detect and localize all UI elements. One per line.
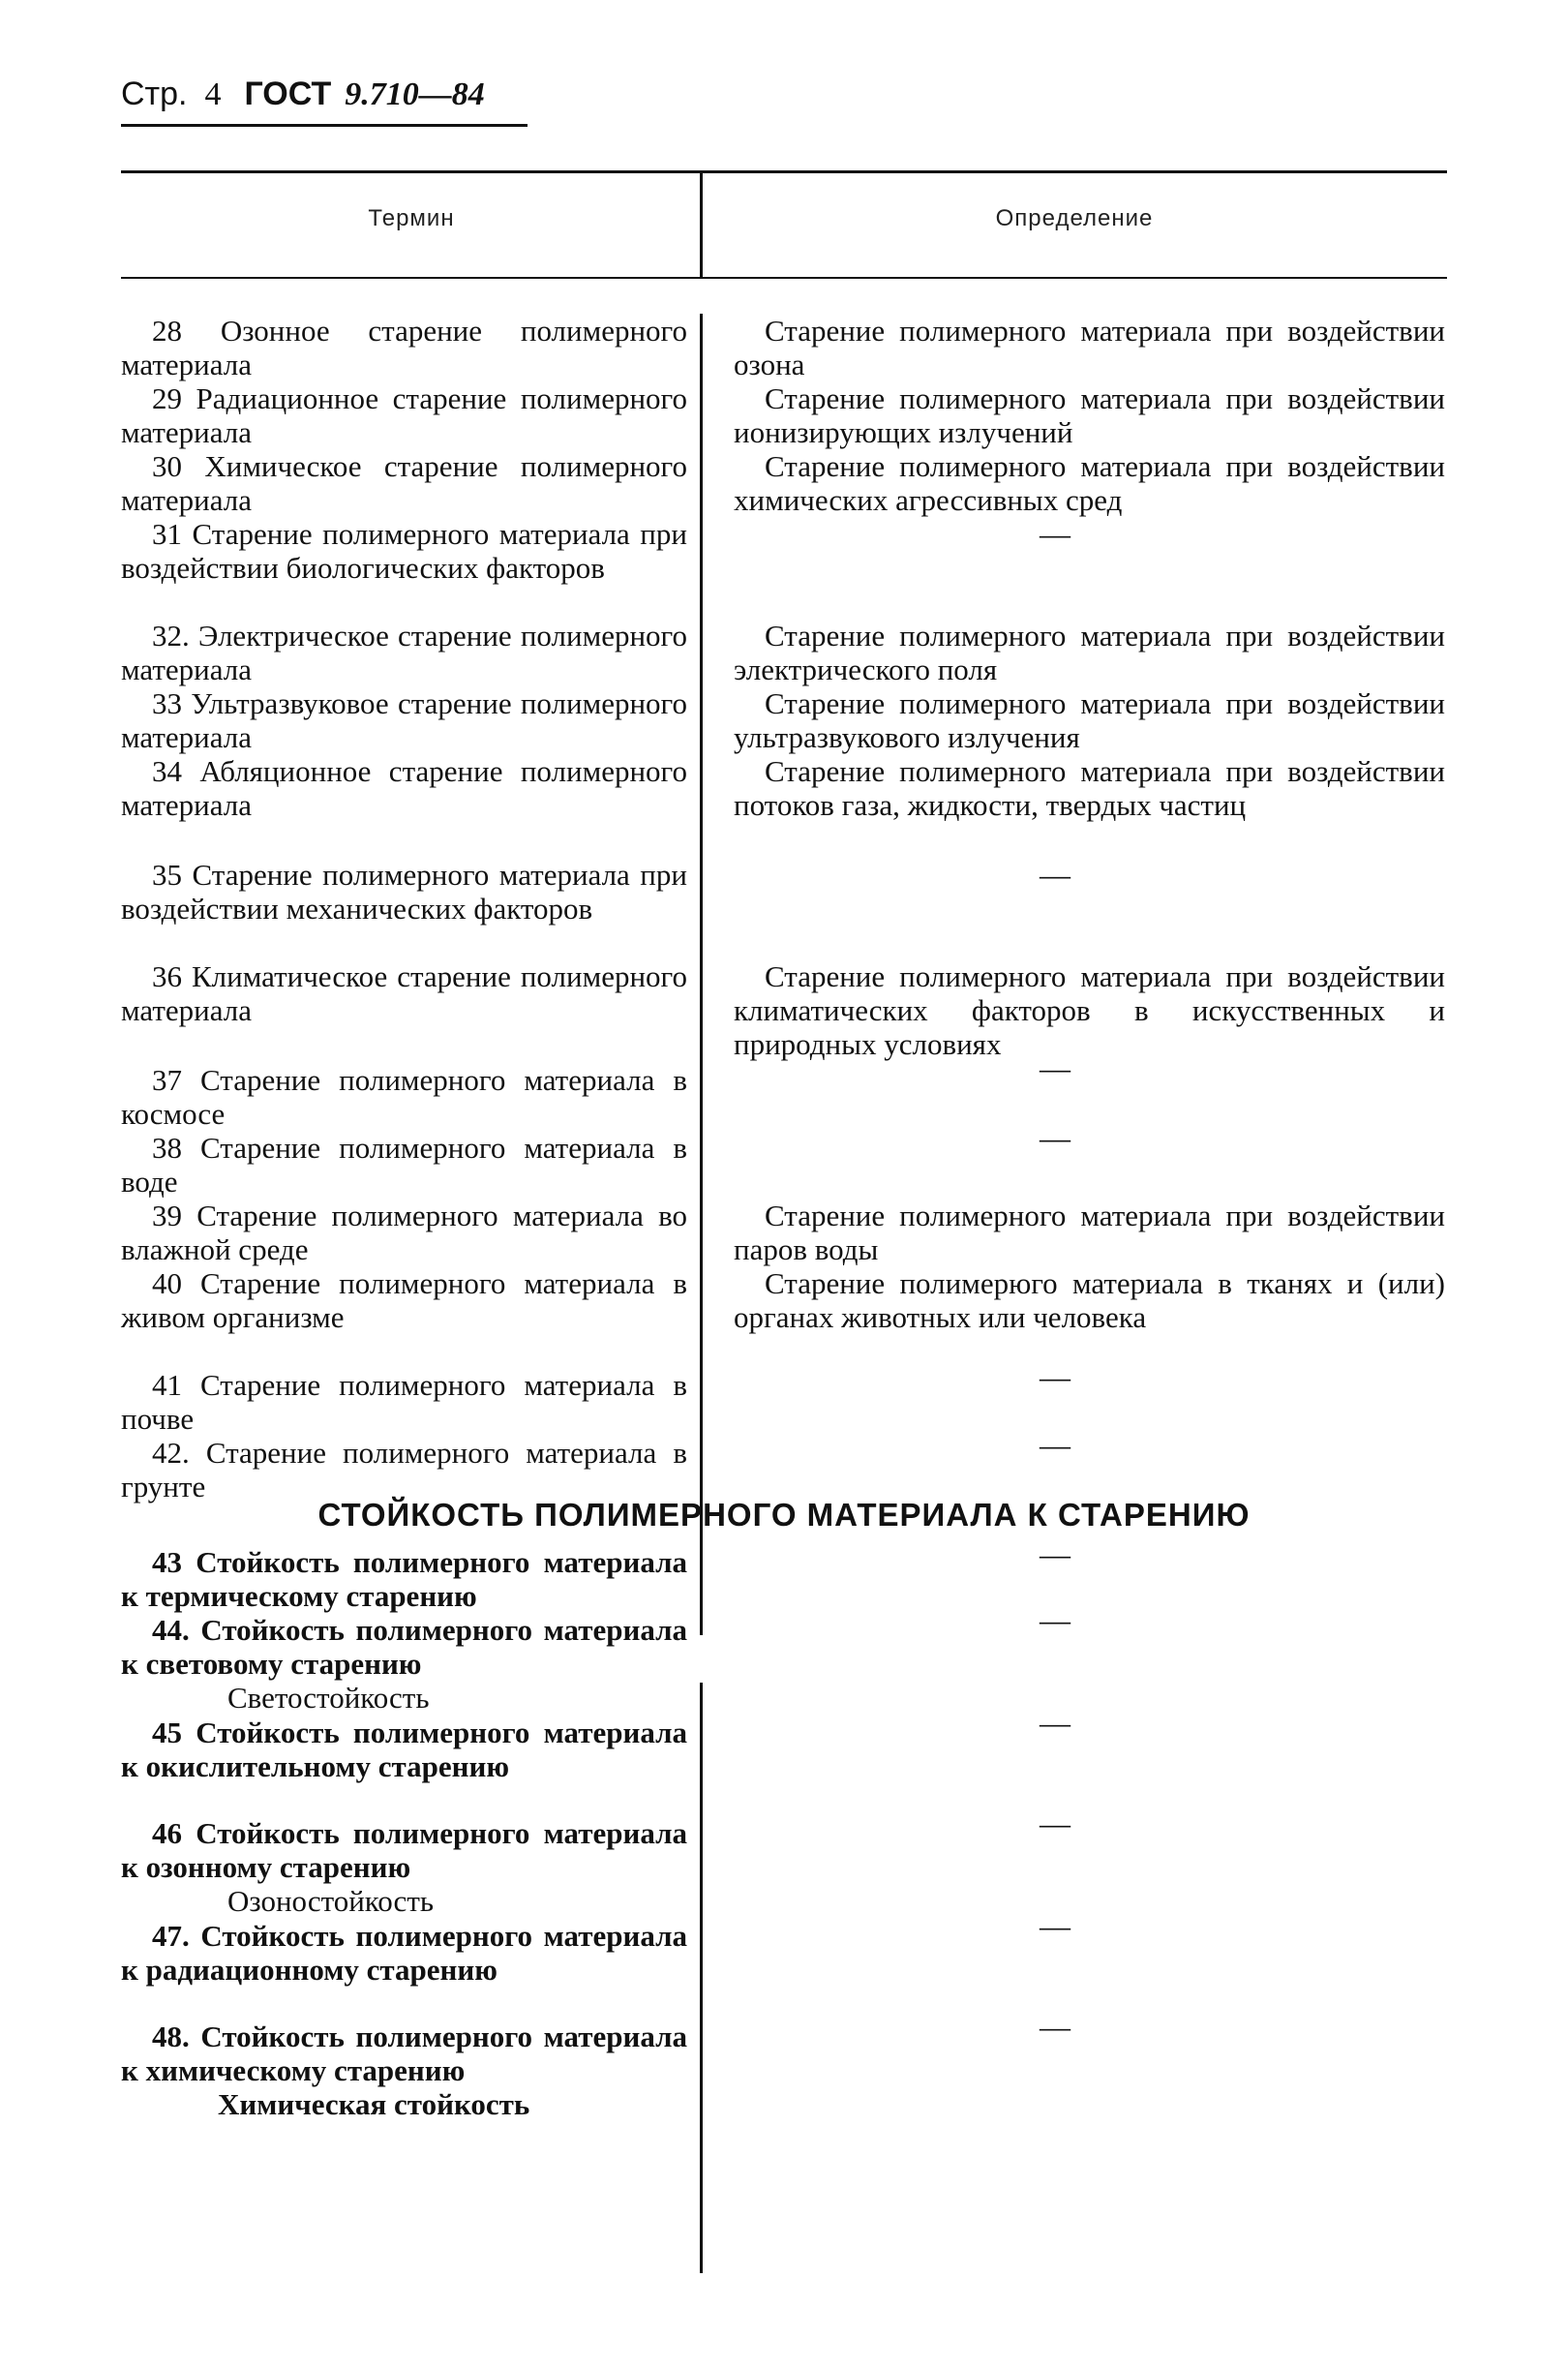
empty-definition-dash: — (1040, 1536, 1070, 1571)
term-text: 41 Старение полимерного материала в почве (121, 1368, 687, 1436)
term-text: 44. Стойкость полимерного материала к световому старению Светостойкость (121, 1613, 687, 1715)
column-header-term: Термин (368, 205, 455, 231)
column-header-definition: Определение (995, 205, 1154, 231)
term-text: 43 Стойкость полимерного материала к термическому старению (121, 1545, 687, 1613)
term-text: 46 Стойкость полимерного материала к озонному старению Озоностойкость (121, 1816, 687, 1918)
header-underline (121, 124, 528, 127)
page-header (121, 76, 485, 113)
column-divider-lower (700, 1683, 703, 2273)
table-top-rule (121, 170, 1447, 173)
definition-text: Старение полимерного материала при воздействии электрического поля (734, 619, 1445, 686)
empty-definition-dash: — (1040, 1908, 1070, 1943)
synonym-text: Озоностойкость (227, 1884, 435, 1918)
term-text: 45 Стойкость полимерного материала к окислительному старению (121, 1716, 687, 1783)
empty-definition-dash: — (1040, 516, 1070, 551)
synonym-text: Химическая стойкость (218, 2087, 530, 2121)
term-text: 48. Стойкость полимерного материала к химическому старению Химическая стойкость (121, 2020, 687, 2121)
empty-definition-dash: — (1040, 2009, 1070, 2044)
term-text: 42. Старение полимерного материала в грунте (121, 1436, 687, 1503)
term-text: 38 Старение полимерного материала в воде (121, 1131, 687, 1199)
term-text: 30 Химическое старение полимерного материала (121, 449, 687, 517)
column-divider-header (700, 170, 703, 277)
definition-text: Старение полимерного материала при воздействии климатических факторов в искусственных и природных условиях (734, 959, 1445, 1061)
term-text: 40 Старение полимерного материала в живом организме (121, 1266, 687, 1334)
term-text: 29 Радиационное старение полимерного материала (121, 381, 687, 449)
definition-text: Старение полимерного материала при воздействии химических агрессивных сред (734, 449, 1445, 517)
empty-definition-dash: — (1040, 1359, 1070, 1394)
definition-text: Старение полимерного материала при воздействии ультразвукового излучения (734, 686, 1445, 754)
term-text: 37 Старение полимерного материала в космосе (121, 1063, 687, 1131)
empty-definition-dash: — (1040, 1120, 1070, 1155)
section-heading: СТОЙКОСТЬ ПОЛИМЕРНОГО МАТЕРИАЛА К СТАРЕНИЮ (317, 1497, 1251, 1533)
empty-definition-dash: — (1040, 1806, 1070, 1840)
term-text: 36 Климатическое старение полимерного материала (121, 959, 687, 1027)
term-text: 35 Старение полимерного материала при воздействии механических факторов (121, 858, 687, 926)
term-text: 33 Ультразвуковое старение полимерного материала (121, 686, 687, 754)
standard-number: 9.710—84 (345, 76, 485, 112)
definition-text: Старение полимерного материала при воздействии паров воды (734, 1199, 1445, 1266)
column-divider-upper (700, 314, 703, 1635)
term-text: 31 Старение полимерного материала при воздействии биологических факторов (121, 517, 687, 585)
empty-definition-dash: — (1040, 1705, 1070, 1740)
page-number: 4 (204, 76, 222, 112)
term-text: 32. Электрическое старение полимерного материала (121, 619, 687, 686)
definition-text: Старение полимерного материала при воздействии ионизирующих излучений (734, 381, 1445, 449)
definition-text: Старение полимерного материала при воздействии потоков газа, жидкости, твердых частиц (734, 754, 1445, 822)
definition-text: Старение полимерюго материала в тканях и (или) органах животных или человека (734, 1266, 1445, 1334)
empty-definition-dash: — (1040, 1427, 1070, 1462)
synonym-text: Светостойкость (227, 1681, 430, 1715)
table-header-rule (121, 277, 1447, 279)
empty-definition-dash: — (1040, 1050, 1070, 1085)
definition-text: Старение полимерного материала при воздействии озона (734, 314, 1445, 381)
term-text: 47. Стойкость полимерного материала к радиационному старению (121, 1919, 687, 1987)
empty-definition-dash: — (1040, 1602, 1070, 1637)
term-text: 39 Старение полимерного материала во влажной среде (121, 1199, 687, 1266)
standard-name: ГОСТ (244, 76, 332, 112)
term-text: 28 Озонное старение полимерного материала (121, 314, 687, 381)
term-text: 34 Абляционное старение полимерного материала (121, 754, 687, 822)
empty-definition-dash: — (1040, 857, 1070, 892)
page-label: Стр. (121, 76, 188, 112)
